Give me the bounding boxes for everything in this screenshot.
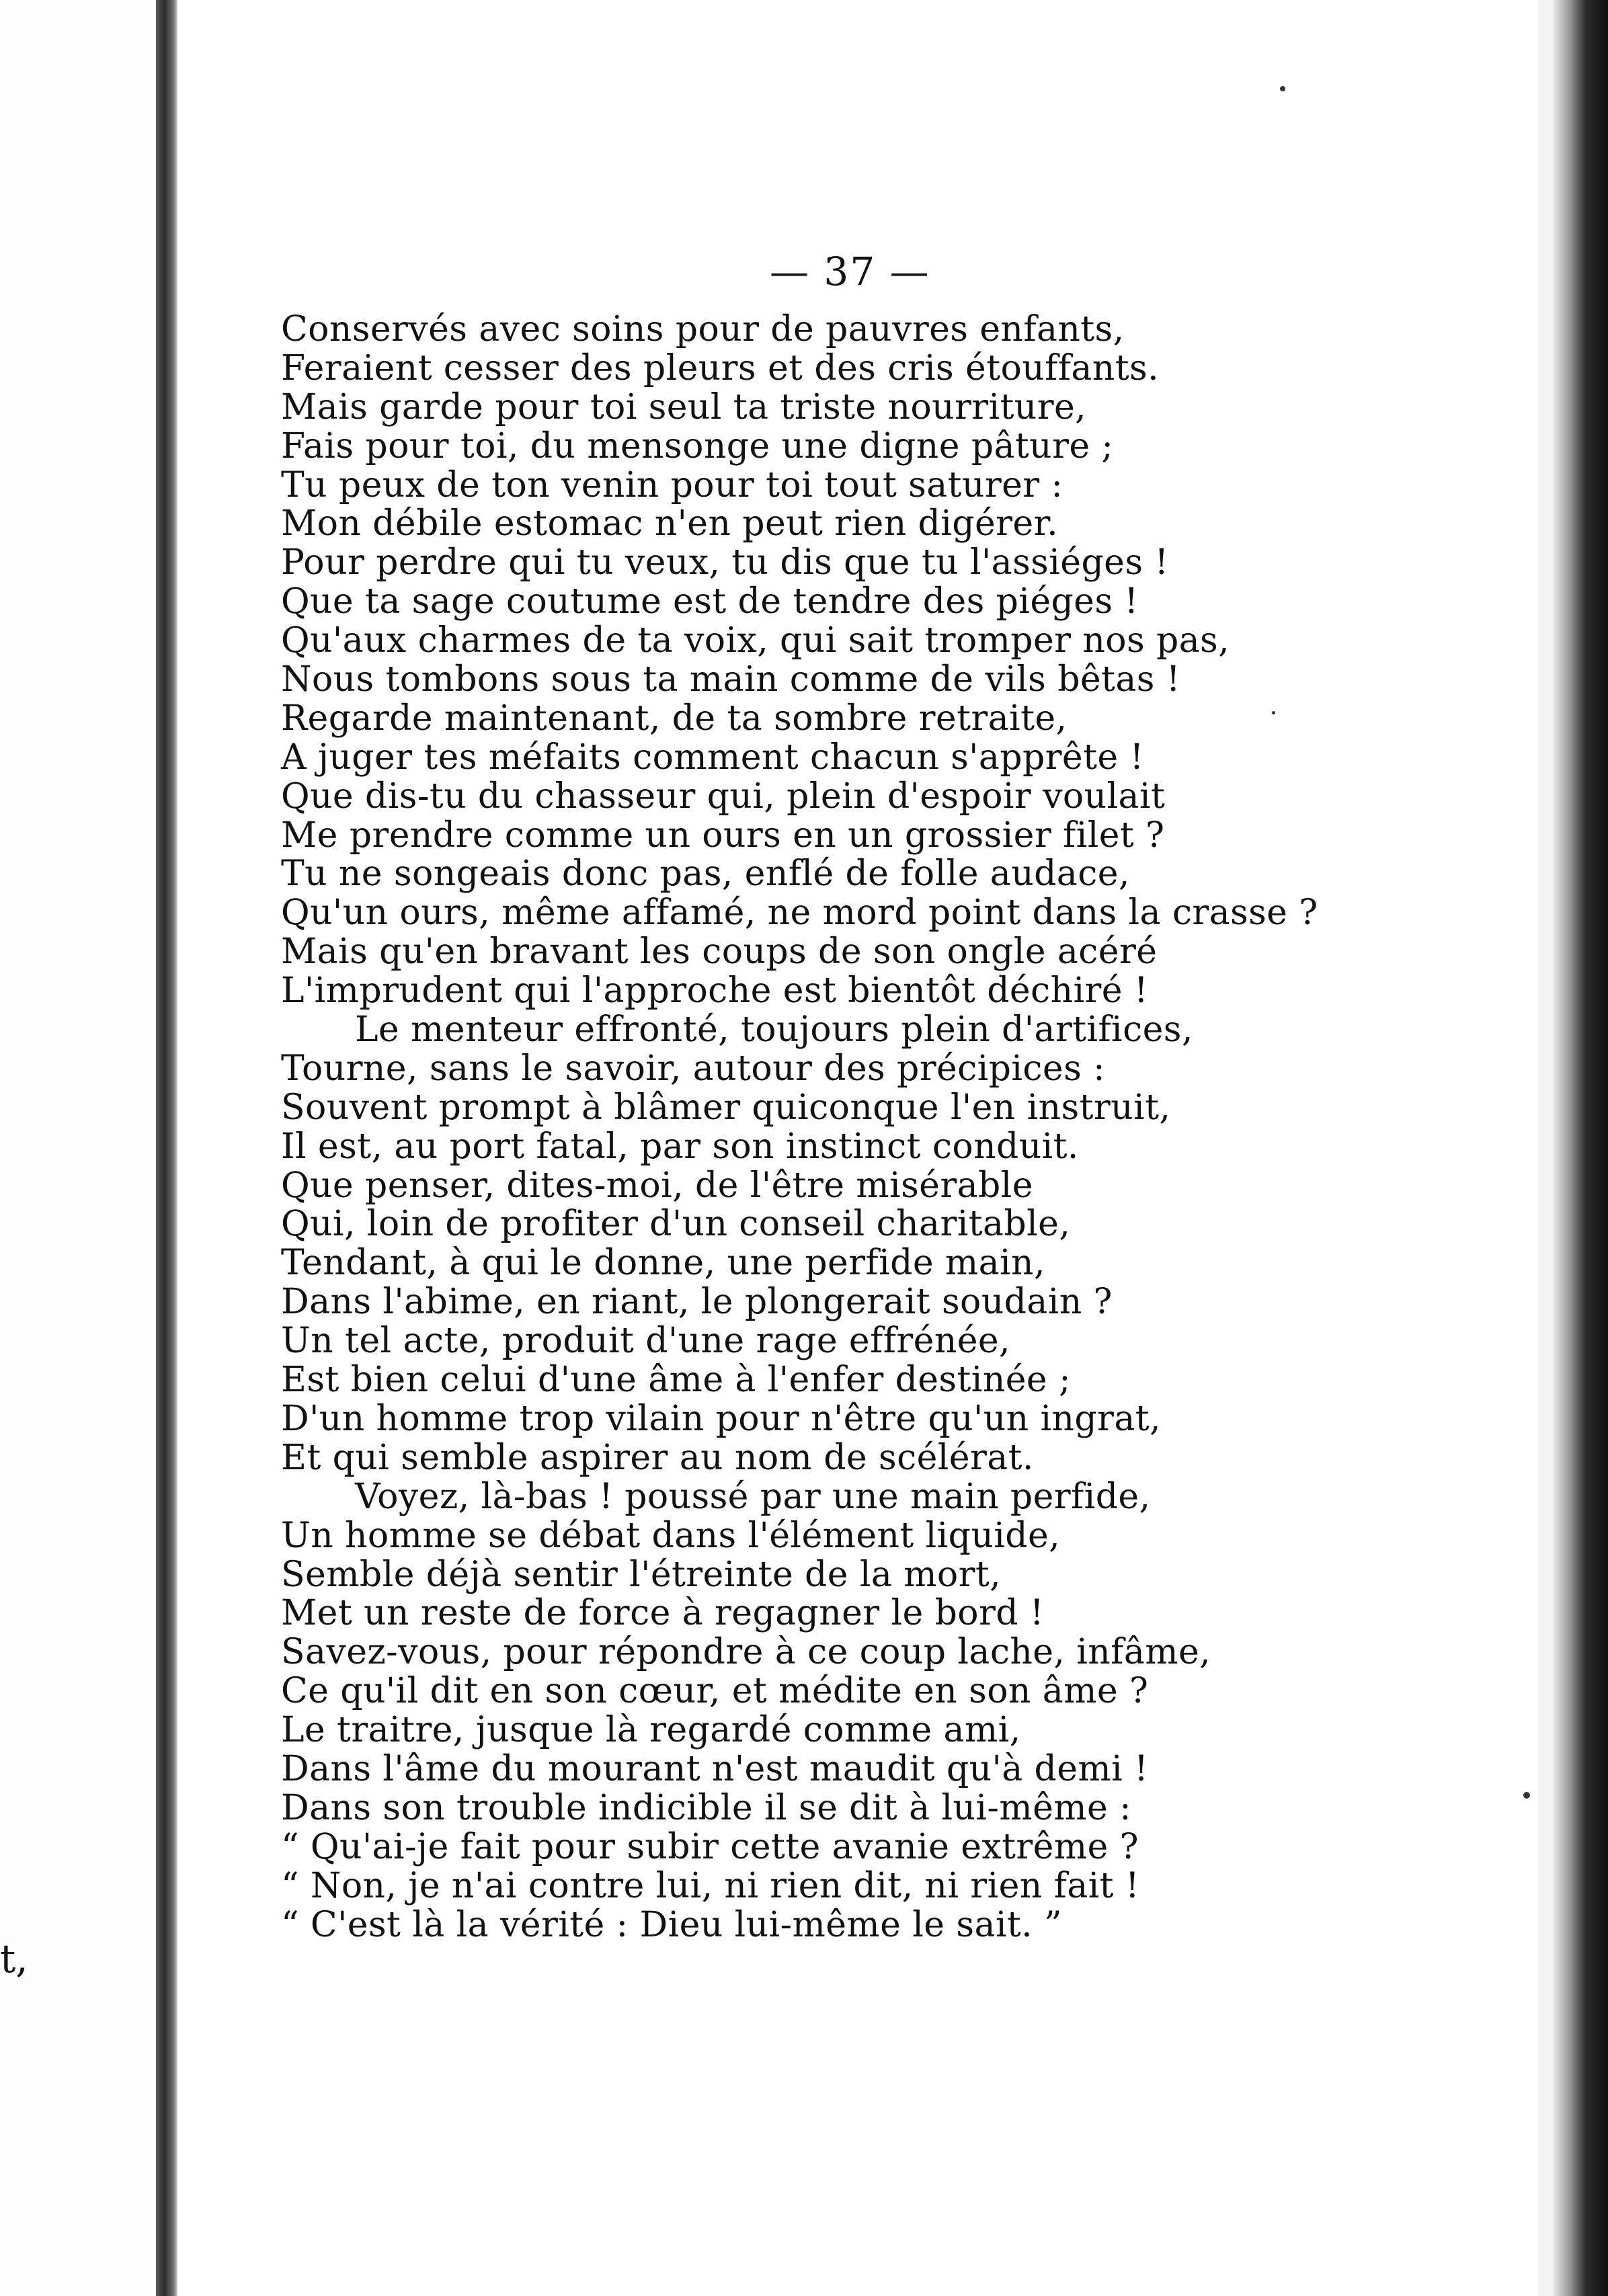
right-page-edge-shadow: [1553, 0, 1608, 2296]
poem-line: Tourne, sans le savoir, autour des précipices :: [281, 1048, 1106, 1089]
poem-line: Ce qu'il dit en son cœur, et médite en son âme ?: [281, 1671, 1149, 1712]
page-edge-highlight: [1538, 0, 1553, 2296]
poem-line: A juger tes méfaits comment chacun s'apprête !: [281, 737, 1144, 778]
poem-line: Mais qu'en bravant les coups de son ongle acéré: [281, 932, 1158, 973]
poem-line: Que ta sage coutume est de tendre des piéges !: [281, 581, 1139, 622]
poem-line: Qu'aux charmes de ta voix, qui sait tromper nos pas,: [281, 620, 1230, 661]
poem-line: Qu'un ours, même affamé, ne mord point dans la crasse ?: [281, 893, 1318, 934]
poem-line: Savez-vous, pour répondre à ce coup lache, infâme,: [281, 1632, 1211, 1673]
poem-line: Dans l'âme du mourant n'est maudit qu'à demi !: [281, 1748, 1149, 1789]
poem-line: Que penser, dites-moi, de l'être misérable: [281, 1165, 1033, 1206]
poem-line: Souvent prompt à blâmer quiconque l'en instruit,: [281, 1087, 1171, 1128]
poem-line: “ C'est là la vérité : Dieu lui-même le sait. ”: [281, 1904, 1063, 1945]
poem-line: Dans l'abime, en riant, le plongerait soudain ?: [281, 1282, 1113, 1323]
poem-line: Met un reste de force à regagner le bord !: [281, 1593, 1045, 1634]
poem-line: Semble déjà sentir l'étreinte de la mort,: [281, 1554, 1002, 1595]
poem-line: Tu peux de ton venin pour toi tout saturer :: [281, 464, 1063, 505]
poem-line: Voyez, là-bas ! poussé par une main perfide,: [355, 1476, 1151, 1517]
poem-line: Regarde maintenant, de ta sombre retraite,: [281, 698, 1068, 739]
print-speck: [1272, 711, 1275, 714]
poem-line: Et qui semble aspirer au nom de scélérat.: [281, 1437, 1034, 1478]
poem-line: Nous tombons sous ta main comme de vils bêtas !: [281, 659, 1181, 700]
print-speck: [1280, 86, 1285, 91]
poem-line: Me prendre comme un ours en un grossier filet ?: [281, 815, 1165, 856]
poem-line: Le menteur effronté, toujours plein d'artifices,: [355, 1010, 1193, 1051]
page-number: — 37 —: [770, 249, 930, 294]
poem-line: Tendant, à qui le donne, une perfide main,: [281, 1243, 1045, 1284]
poem-line: Tu ne songeais donc pas, enflé de folle audace,: [281, 854, 1130, 895]
poem-line: Il est, au port fatal, par son instinct conduit.: [281, 1126, 1079, 1167]
poem-line: Un tel acte, produit d'une rage effrénée,: [281, 1321, 1010, 1362]
poem-line: L'imprudent qui l'approche est bientôt déchiré !: [281, 971, 1149, 1012]
poem-line: Feraient cesser des pleurs et des cris étouffants.: [281, 347, 1160, 388]
book-page: [182, 0, 1538, 2296]
adjacent-page-fragment: t,: [0, 1936, 28, 1981]
poem-line: Mais garde pour toi seul ta triste nourriture,: [281, 386, 1087, 427]
poem-line: Pour perdre qui tu veux, tu dis que tu l'assiéges !: [281, 542, 1169, 583]
poem-text: [281, 311, 1424, 1944]
poem-line: Un homme se débat dans l'élément liquide,: [281, 1515, 1061, 1556]
poem-line: Est bien celui d'une âme à l'enfer destinée ;: [281, 1360, 1071, 1401]
poem-line: “ Non, je n'ai contre lui, ni rien dit, ni rien fait !: [281, 1865, 1140, 1906]
print-speck: [1523, 1792, 1530, 1799]
poem-line: Fais pour toi, du mensonge une digne pâture ;: [281, 425, 1114, 466]
poem-line: Qui, loin de profiter d'un conseil charitable,: [281, 1204, 1071, 1245]
book-binding-shadow: [156, 0, 177, 2296]
poem-line: D'un homme trop vilain pour n'être qu'un ingrat,: [281, 1398, 1161, 1439]
poem-line: Mon débile estomac n'en peut rien digérer.: [281, 503, 1059, 544]
poem-line: “ Qu'ai-je fait pour subir cette avanie extrême ?: [281, 1826, 1139, 1867]
poem-line: Conservés avec soins pour de pauvres enfants,: [281, 309, 1125, 350]
poem-line: Le traitre, jusque là regardé comme ami,: [281, 1710, 1021, 1751]
poem-line: Dans son trouble indicible il se dit à lui-même :: [281, 1787, 1131, 1828]
poem-line: Que dis-tu du chasseur qui, plein d'espoir voulait: [281, 776, 1166, 817]
